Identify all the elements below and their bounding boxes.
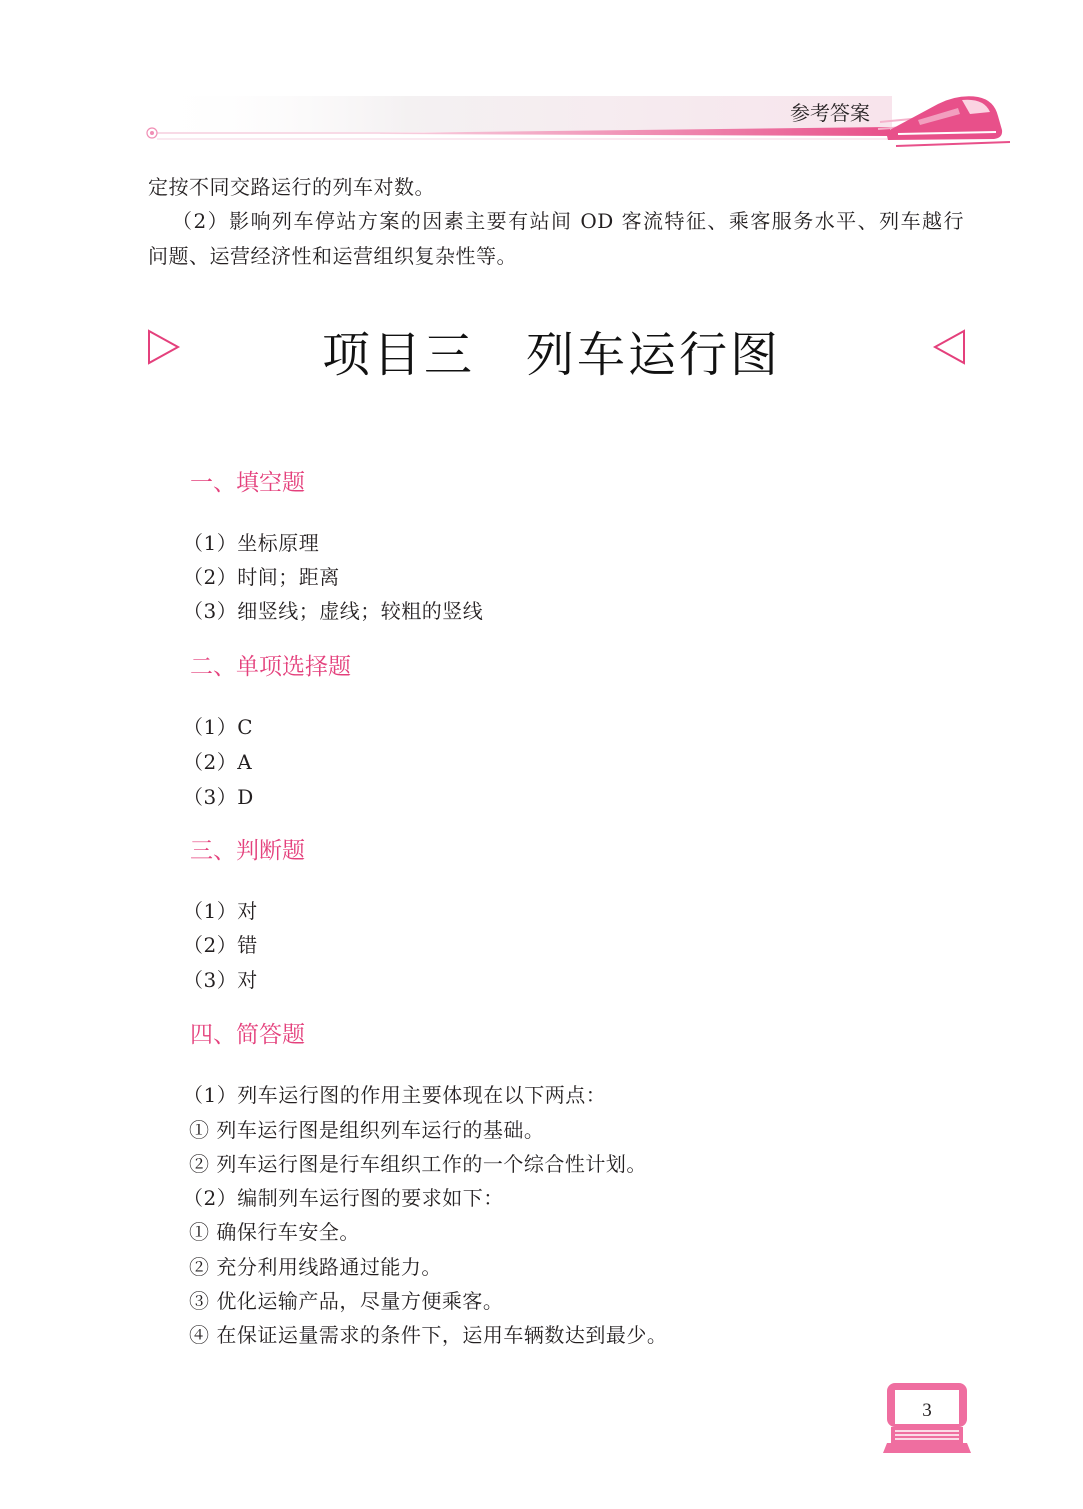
section-heading-single-choice: 二、单项选择题 bbox=[190, 654, 351, 680]
train-icon bbox=[878, 88, 1013, 152]
answer-item: （2）编制列车运行图的要求如下： bbox=[183, 1186, 504, 1210]
answer-item: （3）D bbox=[183, 785, 254, 809]
train-front-page-badge-icon bbox=[883, 1381, 971, 1455]
answer-item: （1）列车运行图的作用主要体现在以下两点： bbox=[183, 1083, 607, 1107]
answer-subitem: ① 确保行车安全。 bbox=[189, 1220, 360, 1244]
section-heading-fill-in-blank: 一、填空题 bbox=[190, 470, 305, 496]
answer-item: （2）A bbox=[183, 750, 253, 774]
section-heading-short-answer: 四、简答题 bbox=[190, 1022, 305, 1048]
answer-subitem: ② 列车运行图是行车组织工作的一个综合性计划。 bbox=[189, 1152, 647, 1176]
section-heading-true-false: 三、判断题 bbox=[190, 838, 305, 864]
answer-subitem: ② 充分利用线路通过能力。 bbox=[189, 1255, 442, 1279]
answer-item: （1）坐标原理 bbox=[183, 531, 320, 555]
answer-subitem: ③ 优化运输产品，尽量方便乘客。 bbox=[189, 1289, 504, 1313]
intro-line: 定按不同交路运行的列车对数。 bbox=[148, 175, 435, 199]
project-title: 项目三 列车运行图 bbox=[322, 327, 782, 383]
answer-subitem: ① 列车运行图是组织列车运行的基础。 bbox=[189, 1118, 545, 1142]
intro-line: 问题、运营经济性和运营组织复杂性等。 bbox=[148, 244, 517, 268]
answer-subitem: ④ 在保证运量需求的条件下，运用车辆数达到最少。 bbox=[189, 1323, 668, 1347]
answer-item: （3）细竖线；虚线；较粗的竖线 bbox=[183, 599, 484, 623]
answer-item: （1）C bbox=[183, 715, 254, 739]
right-pointing-triangle-icon bbox=[146, 328, 182, 366]
left-pointing-triangle-icon bbox=[931, 328, 967, 366]
answer-item: （2）错 bbox=[183, 933, 258, 957]
running-header-title: 参考答案 bbox=[790, 101, 870, 125]
page-number: 3 bbox=[922, 1400, 932, 1421]
answer-item: （1）对 bbox=[183, 899, 258, 923]
answer-item: （3）对 bbox=[183, 968, 258, 992]
intro-line: （2）影响列车停站方案的因素主要有站间 OD 客流特征、乘客服务水平、列车越行 bbox=[172, 209, 964, 233]
answer-item: （2）时间；距离 bbox=[183, 565, 340, 589]
